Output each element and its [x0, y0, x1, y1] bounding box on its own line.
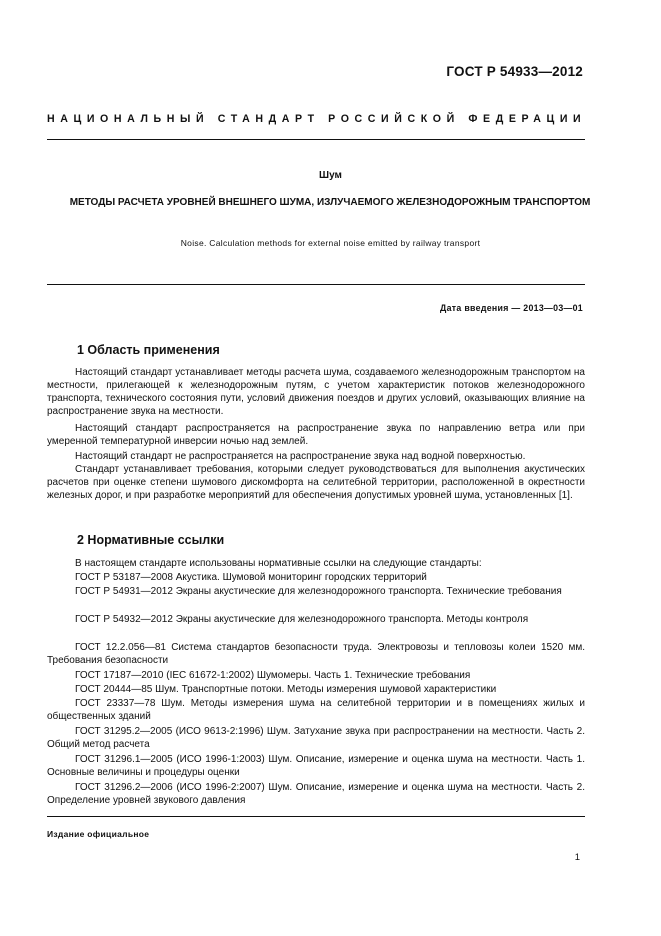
reference-item: ГОСТ 31295.2—2005 (ИСО 9613-2:1996) Шум. Затухание звука при распространении на местности. Часть 2. Общий метод расчета — [47, 726, 585, 750]
reference-item: ГОСТ 20444—85 Шум. Транспортные потоки. Методы измерения шумовой характеристики — [75, 684, 497, 695]
document-topic: Шум — [319, 170, 342, 181]
paragraph: В настоящем стандарте использованы нормативные ссылки на следующие стандарты: — [75, 558, 482, 569]
reference-item: ГОСТ 17187—2010 (IEC 61672-1:2002) Шумомеры. Часть 1. Технические требования — [75, 670, 471, 681]
divider-top — [47, 139, 585, 140]
reference-item: ГОСТ 31296.1—2005 (ИСО 1996-1:2003) Шум. Описание, измерение и оценка шума на местности. Часть 1. Основные величины и процедуры оценки — [47, 754, 585, 778]
document-title: МЕТОДЫ РАСЧЕТА УРОВНЕЙ ВНЕШНЕГО ШУМА, ИЗЛУЧАЕМОГО ЖЕЛЕЗНОДОРОЖНЫМ ТРАНСПОРТОМ — [69, 197, 591, 208]
national-standard-heading: НАЦИОНАЛЬНЫЙ СТАНДАРТ РОССИЙСКОЙ ФЕДЕРАЦИИ — [47, 113, 587, 125]
paragraph: Настоящий стандарт не распространяется на распространение звука над водной поверхностью. — [75, 451, 526, 462]
document-title-english: Noise. Calculation methods for external noise emitted by railway transport — [180, 238, 481, 248]
divider-footer — [47, 816, 585, 817]
reference-item: ГОСТ Р 53187—2008 Акустика. Шумовой мониторинг городских территорий — [75, 572, 427, 583]
paragraph: Настоящий стандарт устанавливает методы расчета шума, создаваемого железнодорожным транспортом на местности, прилегающей к железнодорожным путям, с учетом характеристик потоков железнодорожного транспорта, технического состояния пути, условий движения поездов и других условий, оказывающих влияние на распространение звука на местности. — [47, 367, 585, 417]
paragraph: Стандарт устанавливает требования, которыми следует руководствоваться для выполнения акустических расчетов при оценке степени шумового дискомфорта на селитебной территории, расположенной в окрестности железных дорог, и при разработке мероприятий для обеспечения допустимых уровней шума, установленных [1]. — [47, 464, 585, 501]
page-number: 1 — [574, 852, 580, 863]
paragraph: Настоящий стандарт распространяется на распространение звука по направлению ветра или при умеренной температурной инверсии ночью над землей. — [47, 423, 585, 447]
edition-note: Издание официальное — [47, 829, 150, 839]
reference-item: ГОСТ Р 54931—2012 Экраны акустические для железнодорожного транспорта. Технические требования — [75, 586, 562, 597]
introduction-date: Дата введения — 2013—03—01 — [440, 303, 583, 313]
reference-item: ГОСТ 12.2.056—81 Система стандартов безопасности труда. Электровозы и тепловозы колеи 1520 мм. Требования безопасности — [47, 642, 585, 666]
reference-item: ГОСТ 31296.2—2006 (ИСО 1996-2:2007) Шум. Описание, измерение и оценка шума на местности. Часть 2. Определение уровней звукового давления — [47, 782, 585, 806]
document-code: ГОСТ Р 54933—2012 — [446, 64, 583, 79]
divider-title — [47, 284, 585, 285]
reference-item: ГОСТ 23337—78 Шум. Методы измерения шума на селитебной территории и в помещениях жилых и общественных зданий — [47, 698, 585, 722]
section-1-heading: 1 Область применения — [77, 343, 220, 357]
section-2-heading: 2 Нормативные ссылки — [77, 533, 225, 547]
reference-item: ГОСТ Р 54932—2012 Экраны акустические для железнодорожного транспорта. Методы контроля — [75, 614, 529, 625]
